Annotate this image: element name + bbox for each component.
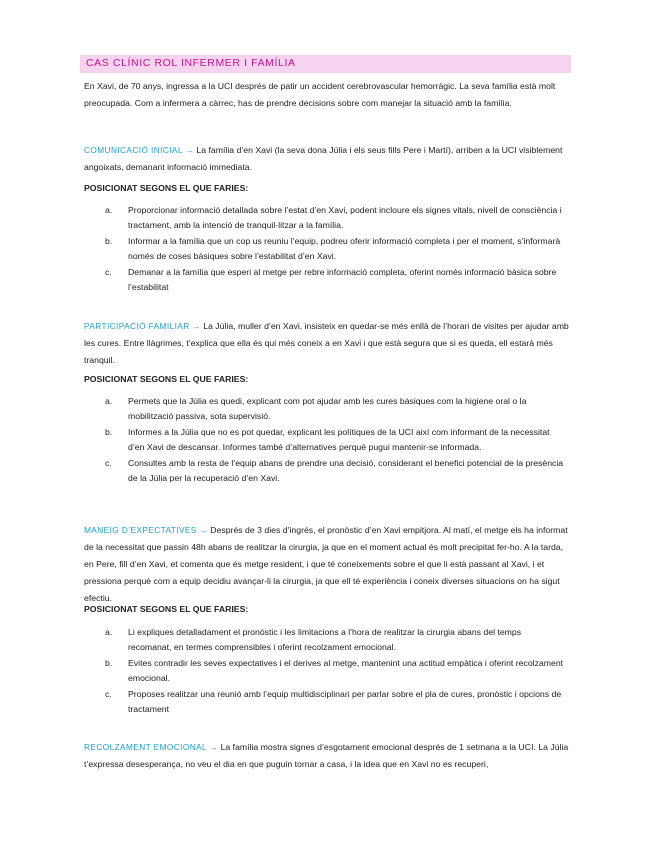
- section-comunicacio-paragraph: [84, 142, 569, 176]
- option-marker: b.: [105, 658, 113, 668]
- option-text: Proporcionar informació detallada sobre l’estat d’en Xavi, podent incloure els signes vitals, nivell de consciència i tractament, amb la intenció de tranquil·litzar a la família.: [128, 205, 562, 230]
- section-title-participacio: PARTICIPACIÓ FAMILIAR: [84, 321, 190, 331]
- options-list: [84, 394, 564, 487]
- arrow-icon: →: [185, 145, 194, 155]
- question-heading: POSICIONAT SEGONS EL QUE FARIES:: [84, 183, 249, 193]
- section-text: La família d’en Xavi (la seva dona Júlia i els seus fills Pere i Martí), arriben a la UCI visiblement angoixats, demanant informació immediata.: [84, 145, 563, 172]
- section-text: Després de 3 dies d’ingrés, el pronòstic d’en Xavi empitjora. Al matí, el metge els ha informat de la necessitat que passin 48h abans de realitzar la cirurgia, ja que en el moment actual és molt precipitat fer-ho. A la tarda, en Pere, fill d’en Xavi, et comenta que és metge resident, i que té coneixements sobre el que li està passant al Xavi, i et pressiona perquè com a equip decidiu avançar-li la cirurgia, ja que ell té experiència i coneix diverses situacions on ha sigut efectiu.: [84, 525, 568, 603]
- title-banner: [80, 55, 571, 73]
- option-marker: c.: [105, 689, 112, 699]
- section-title-maneig: MANEIG D’EXPECTATIVES: [84, 525, 197, 535]
- option-text: Evites contradir les seves expectatives i el derives al metge, mantenint una actitud empàtica i oferint recolzament emocional.: [128, 658, 564, 683]
- section-maneig-paragraph: [84, 522, 569, 607]
- arrow-icon: →: [192, 321, 201, 331]
- list-item: [84, 394, 564, 424]
- option-marker: c.: [105, 267, 112, 277]
- section-title-comunicacio: COMUNICACIÓ INICIAL: [84, 145, 183, 155]
- list-item: [84, 625, 564, 655]
- intro-paragraph: En Xavi, de 70 anys, ingressa a la UCI després de patir un accident cerebrovascular hemorràgic. La seva família està molt preocupada. Com a infermera a càrrec, has de prendre decisions sobre com manejar la situació amb la família.: [84, 81, 556, 108]
- list-item: [84, 456, 564, 486]
- arrow-icon: →: [209, 742, 219, 752]
- section-text: La família mostra signes d’esgotament emocional després de 1 setmana a la UCI. La Júlia t’expressa desesperança, no veu el dia en que puguin tornar a casa, i la idea que en Xavi no es recuperi,: [84, 742, 569, 769]
- option-text: Li expliques detalladament el pronòstic i les limitacions a l’hora de realitzar la cirurgia abans del temps recomanat, en termes comprensibles i oferint recolzament emocional.: [128, 627, 522, 652]
- list-item: [84, 687, 564, 717]
- question-heading: POSICIONAT SEGONS EL QUE FARIES:: [84, 604, 249, 614]
- document-title: CAS CLÍNIC ROL INFERMER I FAMÍLIA: [86, 57, 296, 69]
- option-text: Demanar a la família que esperi al metge per rebre informació completa, oferint només informació bàsica sobre l’estabilitat: [128, 267, 557, 292]
- option-marker: b.: [105, 427, 113, 437]
- option-marker: b.: [105, 236, 113, 246]
- option-text: Consultes amb la resta de l’equip abans de prendre una decisió, considerant el benefici potencial de la presència de la Júlia per la recuperació d’en Xavi.: [128, 458, 564, 483]
- options-list: [84, 625, 564, 718]
- list-item: [84, 425, 564, 455]
- option-marker: a.: [105, 396, 113, 406]
- section-title-recolzament: RECOLZAMENT EMOCIONAL: [84, 742, 208, 752]
- section-participacio-paragraph: [84, 318, 569, 369]
- question-heading: POSICIONAT SEGONS EL QUE FARIES:: [84, 374, 249, 384]
- option-marker: a.: [105, 627, 113, 637]
- options-list: [84, 203, 564, 296]
- list-item: [84, 656, 564, 686]
- list-item: [84, 265, 564, 295]
- option-text: Permets que la Júlia es quedi, explicant com pot ajudar amb les cures bàsiques com la higiene oral o la mobilització passiva, sota supervisió.: [128, 396, 527, 421]
- option-text: Informes a la Júlia que no es pot quedar, explicant les polítiques de la UCI així com informant de la necessitat d’en Xavi de descansar. Informes també d’alternatives perquè pugui mantenir-se informada.: [128, 427, 550, 452]
- list-item: [84, 203, 564, 233]
- arrow-icon: →: [199, 525, 208, 535]
- section-recolzament-paragraph: [84, 739, 569, 773]
- option-marker: c.: [105, 458, 112, 468]
- option-marker: a.: [105, 205, 113, 215]
- option-text: Proposes realitzar una reunió amb l’equip multidisciplinari per parlar sobre el pla de cures, pronòstic i opcions de tractament: [128, 689, 562, 714]
- list-item: [84, 234, 564, 264]
- option-text: Informar a la família que un cop us reuniu l’equip, podreu oferir informació completa i per el moment, s’informarà només de coses bàsiques sobre l’estabilitat d’en Xavi.: [128, 236, 561, 261]
- section-text: La Júlia, muller d’en Xavi, insisteix en quedar-se més enllà de l’horari de visites per ajudar amb les cures. Entre llàgrimes, t’explica que ella és qui més coneix a en Xavi i que està segura que si es queda, ell estarà més tranquil.: [84, 321, 569, 365]
